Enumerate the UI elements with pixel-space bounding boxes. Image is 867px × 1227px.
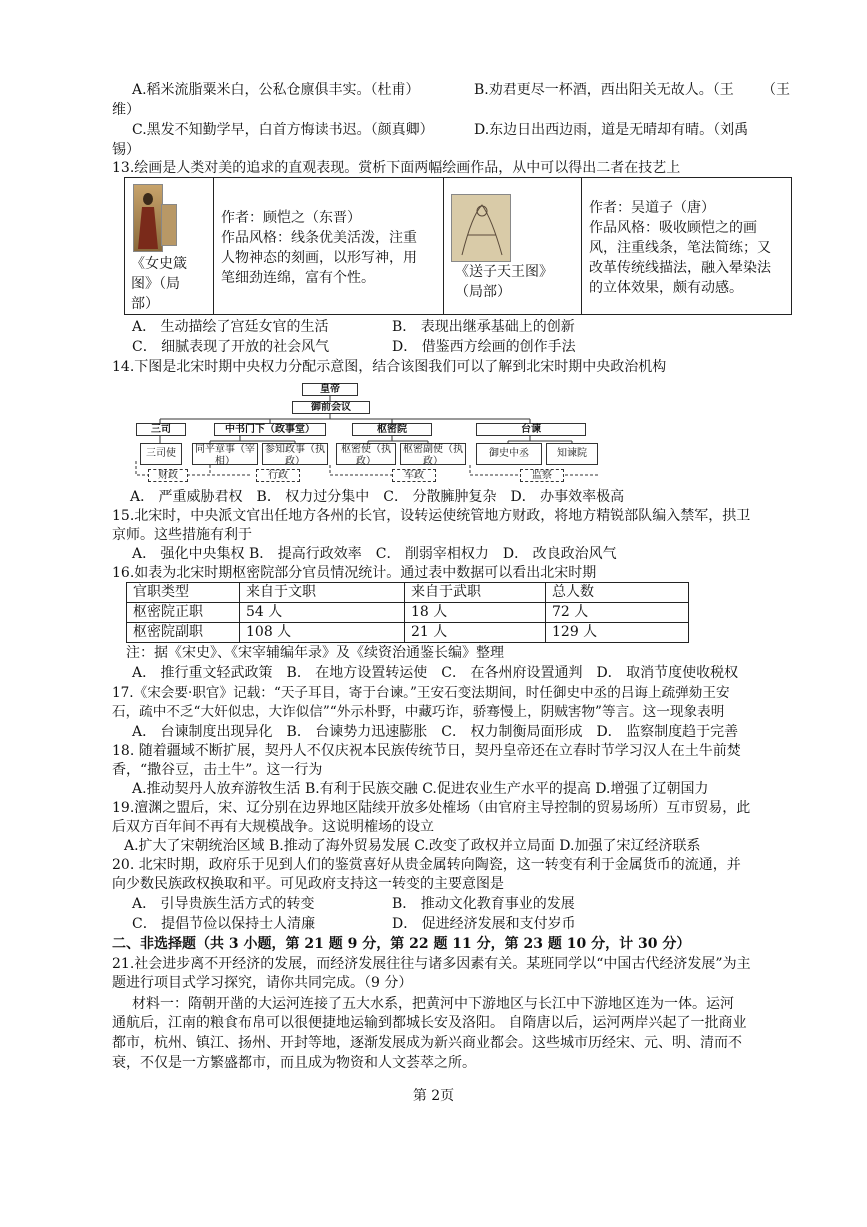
right-painting-desc (589, 198, 771, 298)
q16-table (126, 582, 689, 643)
table-cell: 21 人 (405, 623, 546, 643)
left-painting-desc (221, 208, 417, 288)
zhongshu-box: 中书门下（政事堂） (214, 423, 326, 436)
caption-line: 《送子天王图》 (455, 264, 553, 280)
songzi-painting-image (451, 194, 511, 262)
q17-options: A． 台谏制度出现异化 B． 台谏势力迅速膨胀 C． 权力制衡局面形成 D． 监察制度趋于完善 (132, 724, 739, 740)
caption-line: 图》（局 (131, 276, 180, 292)
table-cell: 枢密院正职 (127, 603, 240, 623)
shumi-box: 枢密院 (352, 423, 432, 436)
q17-line-1: 17.《宋会要·职官》记载：“天子耳目，寄于台谏。”王安石变法期间，时任御史中丞的吕诲上疏弹劾王安 (112, 685, 730, 701)
q16-note: 注：据《宋史》、《宋宰辅编年录》及《续资治通鉴长编》整理 (126, 645, 504, 661)
desc-line: 风，注重线条，笔法简练；又 (589, 240, 771, 256)
emperor-box: 皇帝 (302, 383, 358, 396)
nushi-painting-image (133, 184, 163, 252)
table-cell: 129 人 (546, 623, 689, 643)
desc-line: 笔细劲连绵，富有个性。 (221, 270, 375, 286)
q13-option-d: D． 借鉴西方绘画的创作手法 (392, 339, 576, 355)
right-painting-caption (455, 262, 553, 302)
q18-line-2: 香，“撒谷豆，击土牛”。这一行为 (112, 762, 323, 778)
table-cell: 18 人 (405, 603, 546, 623)
q13-option-b: B． 表现出继承基础上的创新 (392, 319, 575, 335)
q17-line-2: 石，疏中不乏“大奸似忠，大诈似信”“外示朴野，中藏巧诈，骄骞慢上，阴贼害物”等言。这一现象表明 (112, 704, 725, 720)
q13-art-table (124, 177, 792, 315)
power-distribution-diagram (130, 383, 620, 483)
desc-line: 作者：顾恺之（东晋） (221, 210, 361, 226)
canzhi-box: 参知政事（执政） (262, 443, 328, 465)
shumifushi-box: 枢密副使（执政） (400, 443, 466, 465)
q12-option-a: A.稻米流脂粟米白，公私仓廪俱丰实。（杜甫） (132, 82, 420, 98)
material-1-line-1: 材料一：隋朝开凿的大运河连接了五大水系，把黄河中下游地区与长江中下游地区连为一体。运河 (132, 996, 734, 1012)
left-painting-caption (131, 254, 187, 314)
table-header: 来自于武职 (405, 583, 546, 603)
q19-line-2: 后双方百年间不再有大规模战争。这说明榷场的设立 (112, 819, 434, 835)
q18-options: A.推动契丹人放弃游牧生活 B.有利于民族交融 C.促进农业生产水平的提高 D.增强了辽朝国力 (132, 781, 709, 797)
council-box: 御前会议 (292, 401, 370, 414)
desc-line: 改革传统线描法，融入晕染法 (589, 260, 771, 276)
yushi-box: 御史中丞 (476, 443, 542, 465)
shumishi-box: 枢密使（执政） (336, 443, 396, 465)
q18-line-1: 18. 随着疆域不断扩展，契丹人不仅庆祝本民族传统节日，契丹皇帝还在立春时节学习汉人在土牛前焚 (112, 743, 741, 759)
taijian-box: 台谏 (476, 423, 586, 436)
q16-options: A． 推行重文轻武政策 B． 在地方设置转运使 C． 在各州府设置通判 D． 取消节度使收税权 (132, 665, 739, 681)
material-1-line-2: 通航后，江南的粮食布帛可以很便捷地运输到都城长安及洛阳。 自隋唐以后，运河两岸兴起了一批商业 (112, 1015, 747, 1031)
desc-line: 作品风格：吸收顾恺之的画 (589, 220, 757, 236)
q15-options: A． 强化中央集权 B． 提高行政效率 C． 削弱宰相权力 D． 改良政治风气 (132, 546, 617, 562)
sansishi-box: 三司使 (140, 443, 182, 465)
table-header: 总人数 (546, 583, 689, 603)
q14-options: A． 严重威胁君权 B． 权力过分集中 C． 分散臃肿复杂 D． 办事效率极高 (130, 489, 625, 505)
jianyuan-box: 知谏院 (546, 443, 598, 465)
xingzheng-label: 行政 (256, 469, 300, 482)
q12-option-b-tail (762, 80, 790, 100)
q12-option-b: B.劝君更尽一杯酒，西出阳关无故人。（王 (474, 82, 734, 98)
caption-line: 《女史箴 (131, 256, 187, 272)
table-header: 官职类型 (127, 583, 240, 603)
q14-stem: 14.下图是北宋时期中央权力分配示意图，结合该图我们可以了解到北宋时期中央政治机构 (112, 359, 667, 375)
sansi-box: 三司 (136, 423, 186, 436)
material-1-line-3: 都市，杭州、镇江、扬州、开封等地，逐渐发展成为新兴商业都会。这些城市历经宋、元、明、清而不 (112, 1035, 742, 1051)
section-heading: 二、非选择题（共 3 小题，第 21 题 9 分，第 22 题 11 分，第 23 题 10 分，计 30 分） (112, 936, 691, 952)
q21-line-1: 21.社会进步离不开经济的发展，而经济发展往往与诸多因素有关。某班同学以“中国古代经济发展”为主 (112, 956, 751, 972)
q12-option-c: C.黑发不知勤学早，白首方悔读书迟。（颜真卿） (132, 122, 434, 138)
q20-option-b: B． 推动文化教育事业的发展 (392, 896, 575, 912)
caption-line: （局部） (455, 284, 511, 300)
q19-options: A.扩大了宋朝统治区域 B.推动了海外贸易发展 C.改变了政权并立局面 D.加强了宋辽经济联系 (124, 838, 701, 854)
material-1-line-4: 衰，不仅是一方繁盛都市，而且成为物资和人文荟萃之所。 (112, 1055, 476, 1071)
q20-option-a: A． 引导贵族生活方式的转变 (132, 896, 315, 912)
q15-stem: 15.北宋时，中央派文官出任地方各州的长官，设转运使统管地方财政，将地方精锐部队编入禁军，拱卫 (112, 508, 751, 524)
q12-option-b-cont: 维） (112, 102, 140, 118)
desc-line: 的立体效果，颇有动感。 (589, 280, 743, 296)
q12-option-d: D.东边日出西边雨，道是无晴却有晴。（刘禹 (474, 122, 749, 138)
jiancha-label: 监察 (520, 469, 564, 482)
q20-option-d: D． 促进经济发展和支付岁币 (392, 916, 576, 932)
page-number: 第 2页 (412, 1088, 455, 1104)
q20-line-1: 20. 北宋时期，政府乐于见到人们的鉴赏喜好从贵金属转向陶瓷，这一转变有利于金属货币的流通，并 (112, 857, 741, 873)
table-row (127, 603, 689, 623)
table-cell: 枢密院副职 (127, 623, 240, 643)
q19-line-1: 19.澶渊之盟后，宋、辽分别在边界地区陆续开放多处榷场（由官府主导控制的贸易场所）互市贸易，此 (112, 800, 751, 816)
table-cell: 54 人 (240, 603, 405, 623)
q20-line-2: 向少数民族政权换取和平。可见政府支持这一转变的主要意图是 (112, 876, 504, 892)
q13-stem: 13.绘画是人类对美的追求的直观表现。赏析下面两幅绘画作品，从中可以得出二者在技艺上 (112, 160, 681, 176)
q21-line-2: 题进行项目式学习探究，请你共同完成。（9 分） (112, 975, 413, 991)
q15-stem-cont: 京师。这些措施有利于 (112, 527, 252, 543)
q13-option-a: A． 生动描绘了宫廷女官的生活 (132, 319, 329, 335)
nushi-painting-detail (161, 204, 177, 246)
caizheng-label: 财政 (148, 469, 188, 482)
desc-line: 作者：吴道子（唐） (589, 200, 715, 216)
zaixiang-box: 同平章事（宰相） (192, 443, 258, 465)
table-header-row (127, 583, 689, 603)
junzheng-label: 军政 (392, 469, 436, 482)
q13-option-c: C． 细腻表现了开放的社会风气 (132, 339, 330, 355)
table-cell: 72 人 (546, 603, 689, 623)
table-row (127, 623, 689, 643)
caption-line: 部） (131, 296, 159, 312)
q12-option-b-paren: （王 (762, 82, 790, 98)
q20-option-c: C． 提倡节俭以保持士人清廉 (132, 916, 316, 932)
desc-line: 人物神态的刻画，以形写神，用 (221, 250, 417, 266)
table-header: 来自于文职 (240, 583, 405, 603)
q12-option-d-cont: 锡） (112, 142, 140, 158)
desc-line: 作品风格：线条优美活泼，注重 (221, 230, 417, 246)
q16-stem: 16.如表为北宋时期枢密院部分官员情况统计。通过表中数据可以看出北宋时期 (112, 565, 597, 581)
table-cell: 108 人 (240, 623, 405, 643)
